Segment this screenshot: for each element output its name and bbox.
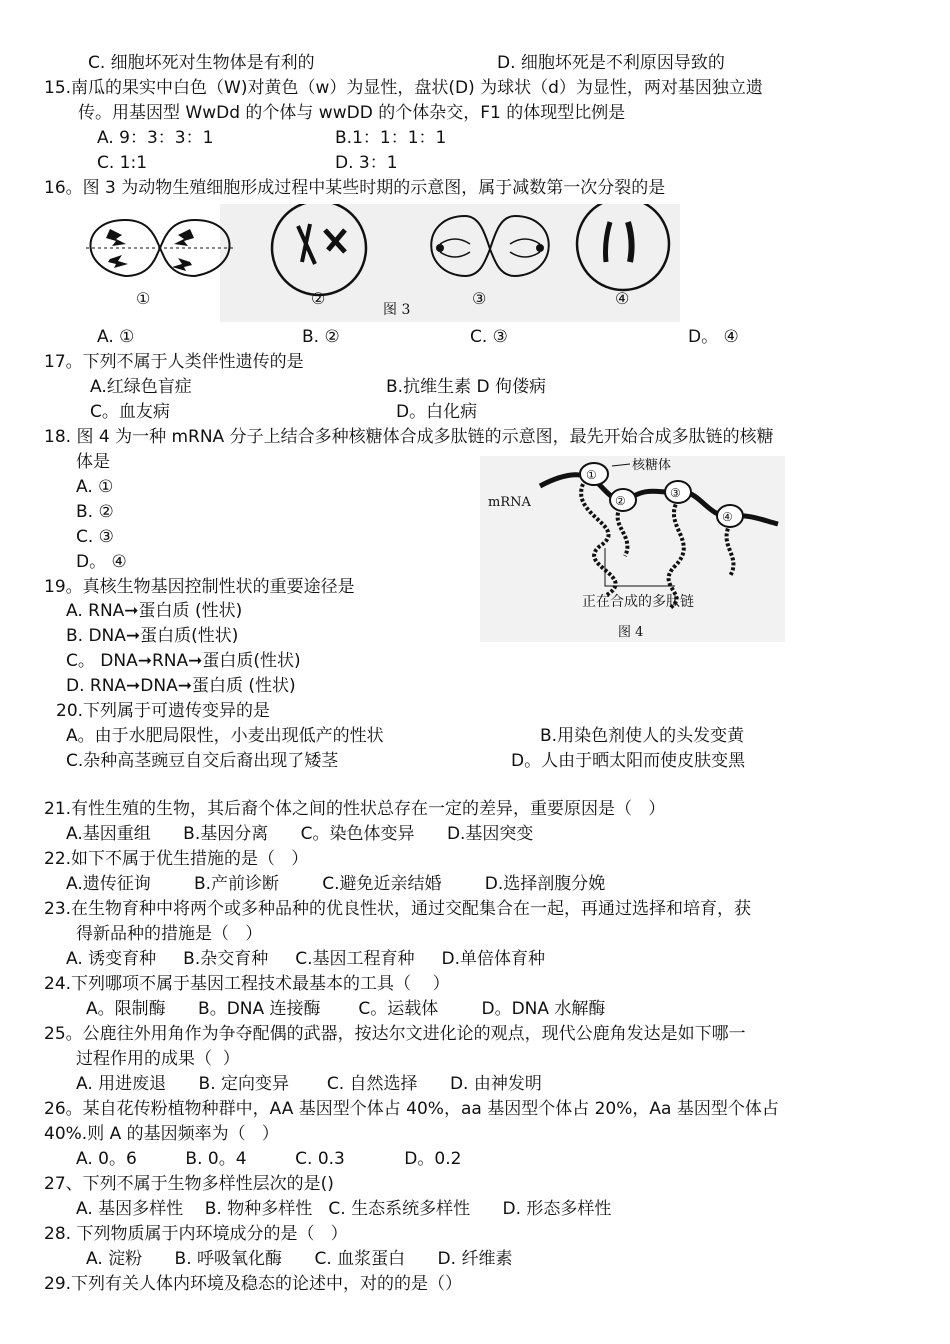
q20-option-c: C.杂种高茎豌豆自交后裔出现了矮茎 <box>66 751 339 771</box>
q20-option-b: B.用染色剂使人的头发变黄 <box>540 726 745 746</box>
q29-stem: 29.下列有关人体内环境及稳态的论述中，对的的是（） <box>44 1274 463 1294</box>
q23-stem-line1: 23.在生物育种中将两个或多种品种的优良性状，通过交配集合在一起，再通过选择和培育，获 <box>44 899 752 919</box>
q16-option-d: D。 ④ <box>688 327 739 347</box>
q19-option-b: B. DNA➞蛋白质(性状) <box>66 626 239 646</box>
q21-options: A.基因重组 B.基因分离 C。染色体变异 D.基因突变 <box>66 824 534 844</box>
q28-stem: 28. 下列物质属于内环境成分的是（ ） <box>44 1224 348 1244</box>
q22-stem: 22.如下不属于优生措施的是（ ） <box>44 849 309 869</box>
q18-stem-line1: 18. 图 4 为一种 mRNA 分子上结合多种核糖体合成多肽链的示意图，最先开始合成多肽链的核糖 <box>44 427 774 447</box>
q20-stem: 20.下列属于可遗传变异的是 <box>56 701 271 721</box>
figure-4-polysome <box>480 456 785 642</box>
q25-stem-line1: 25。公鹿往外用角作为争夺配偶的武器，按达尔文进化论的观点，现代公鹿角发达是如下哪一 <box>44 1024 746 1044</box>
figure-4-background <box>480 456 785 642</box>
q18-option-c: C. ③ <box>76 527 114 547</box>
figure-4-caption: 图 4 <box>618 625 644 640</box>
q18-option-b: B. ② <box>76 502 114 522</box>
ribosome-1-number: ① <box>586 468 597 482</box>
q15-stem-line1: 15.南瓜的果实中白色（W)对黄色（w）为显性，盘状(D) 为球状（d）为显性，两对基因独立遗 <box>44 78 763 98</box>
q24-options: A。限制酶 B。DNA 连接酶 C。运载体 D。DNA 水解酶 <box>86 999 606 1019</box>
ribosome-2-number: ② <box>615 494 626 508</box>
q21-stem: 21.有性生殖的生物，其后裔个体之间的性状总存在一定的差异，重要原因是（ ） <box>44 799 666 819</box>
q18-option-d: D。 ④ <box>76 552 127 572</box>
mrna-label: mRNA <box>488 495 531 510</box>
q18-stem-line2: 体是 <box>76 452 110 472</box>
q16-option-c: C. ③ <box>470 327 508 347</box>
q26-stem-line2: 40%.则 A 的基因频率为（ ） <box>44 1124 279 1144</box>
q20-option-a: A。由于水肥局限性，小麦出现低产的性状 <box>66 726 384 746</box>
q22-options: A.遗传征询 B.产前诊断 C.避免近亲结婚 D.选择剖腹分娩 <box>66 874 606 894</box>
q25-stem-line2: 过程作用的成果（ ） <box>76 1049 240 1069</box>
q17-option-d: D。白化病 <box>396 402 478 422</box>
ribosome-label: 核糖体 <box>632 458 672 473</box>
polypeptide-label: 正在合成的多肽链 <box>582 594 694 610</box>
q19-option-d: D. RNA➞DNA➞蛋白质 (性状) <box>66 676 296 696</box>
q16-stem: 16。图 3 为动物生殖细胞形成过程中某些时期的示意图，属于减数第一次分裂的是 <box>44 178 666 198</box>
cell-1-label: ① <box>136 289 151 308</box>
q17-option-b: B.抗维生素 D 佝偻病 <box>386 377 546 397</box>
figure-3-cell-division <box>70 204 680 322</box>
q15-option-a: A. 9：3：3：1 <box>97 128 214 148</box>
q20-option-d: D。人由于晒太阳而使皮肤变黑 <box>511 751 746 771</box>
q19-option-c: C。 DNA➞RNA➞蛋白质(性状) <box>66 651 301 671</box>
q15-stem-line2: 传。用基因型 WwDd 的个体与 wwDD 的个体杂交，F1 的体现型比例是 <box>78 103 626 123</box>
q26-stem-line1: 26。某自花传粉植物种群中，AA 基因型个体占 40%，aa 基因型个体占 20%，Aa 基因型个体占 <box>44 1099 779 1119</box>
cell-2-label: ② <box>311 289 326 308</box>
ribosome-3-number: ③ <box>670 486 681 500</box>
q23-stem-line2: 得新品种的措施是（ ） <box>76 924 263 944</box>
q14-option-d: D. 细胞坏死是不利原因导致的 <box>497 53 725 73</box>
q25-options: A. 用进废退 B. 定向变异 C. 自然选择 D. 由神发明 <box>76 1074 542 1094</box>
q15-option-d: D. 3：1 <box>335 153 398 173</box>
cell-1 <box>86 220 234 276</box>
q28-options: A. 淀粉 B. 呼吸氧化酶 C. 血浆蛋白 D. 纤维素 <box>86 1249 513 1269</box>
cell-3-label: ③ <box>472 289 487 308</box>
ribosome-4-number: ④ <box>722 510 733 524</box>
q17-stem: 17。下列不属于人类伴性遗传的是 <box>44 352 304 372</box>
q26-options: A. 0。6 B. 0。4 C. 0.3 D。0.2 <box>76 1149 462 1169</box>
q18-option-a: A. ① <box>76 477 114 497</box>
q23-options: A. 诱变育种 B.杂交育种 C.基因工程育种 D.单倍体育种 <box>66 949 546 969</box>
figure-3-caption: 图 3 <box>383 302 411 318</box>
q24-stem: 24.下列哪项不属于基因工程技术最基本的工具（ ） <box>44 974 450 994</box>
q17-option-a: A.红绿色盲症 <box>90 377 192 397</box>
q19-stem: 19。真核生物基因控制性状的重要途径是 <box>44 577 355 597</box>
q14-option-c: C. 细胞坏死对生物体是有利的 <box>88 53 315 73</box>
q27-stem: 27、下列不属于生物多样性层次的是() <box>44 1174 334 1194</box>
q16-option-a: A. ① <box>97 327 135 347</box>
q19-option-a: A. RNA➞蛋白质 (性状) <box>66 601 243 621</box>
q27-options: A. 基因多样性 B. 物种多样性 C. 生态系统多样性 D. 形态多样性 <box>76 1199 612 1219</box>
q15-option-b: B.1：1：1：1 <box>335 128 447 148</box>
q15-option-c: C. 1:1 <box>97 153 148 173</box>
q17-option-c: C。血友病 <box>90 402 170 422</box>
q16-option-b: B. ② <box>302 327 340 347</box>
figure-3-background <box>220 204 680 322</box>
cell-4-label: ④ <box>615 289 630 308</box>
